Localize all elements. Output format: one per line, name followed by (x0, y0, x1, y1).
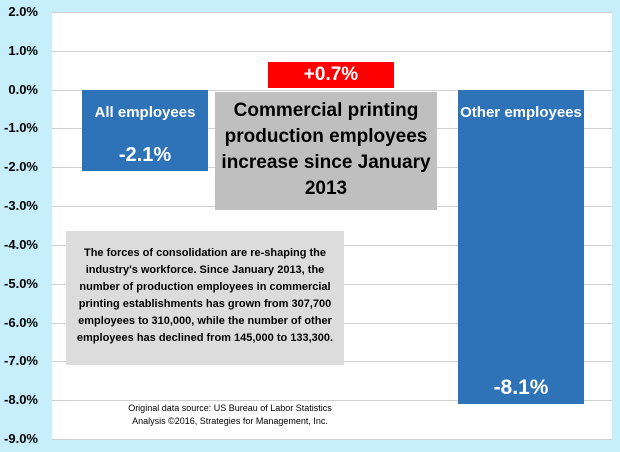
gridline (52, 51, 612, 52)
source-line-1: Original data source: US Bureau of Labor Statistics (128, 403, 332, 413)
gridline (52, 12, 612, 13)
y-tick-label: -3.0% (4, 198, 38, 213)
y-tick-label: -4.0% (4, 237, 38, 252)
bar-other-employees (458, 90, 584, 404)
y-tick-label: -7.0% (4, 353, 38, 368)
bar-value-other-employees: -8.1% (493, 376, 549, 399)
bar-label-all-employees: All employees (94, 104, 196, 121)
title-box: Commercial printing production employees increase since January 2013 (215, 92, 437, 210)
y-tick-label: 1.0% (8, 43, 38, 58)
source-note (100, 402, 360, 428)
source-line-2: Analysis ©2016, Strategies for Management, Inc. (132, 416, 328, 426)
bar-label-other-employees: Other employees (460, 104, 582, 121)
y-tick-label: -9.0% (4, 431, 38, 446)
y-tick-label: -8.0% (4, 392, 38, 407)
y-tick-label: -1.0% (4, 120, 38, 135)
y-tick-label: -5.0% (4, 276, 38, 291)
y-tick-label: -6.0% (4, 315, 38, 330)
gridline (52, 439, 612, 440)
bar-value-production-employees: +0.7% (268, 62, 394, 88)
y-tick-label: -2.0% (4, 159, 38, 174)
y-tick-label: 0.0% (8, 82, 38, 97)
y-tick-label: 2.0% (8, 4, 38, 19)
bar-value-all-employees: -2.1% (118, 144, 172, 166)
note-box: The forces of consolidation are re-shaping the industry's workforce. Since January 2013, the number of production employees in commercial printing establishments has grown from 307,700 employees to 310,000, while the number of other employees has declined from 145,000 to 133,300. (66, 231, 344, 365)
